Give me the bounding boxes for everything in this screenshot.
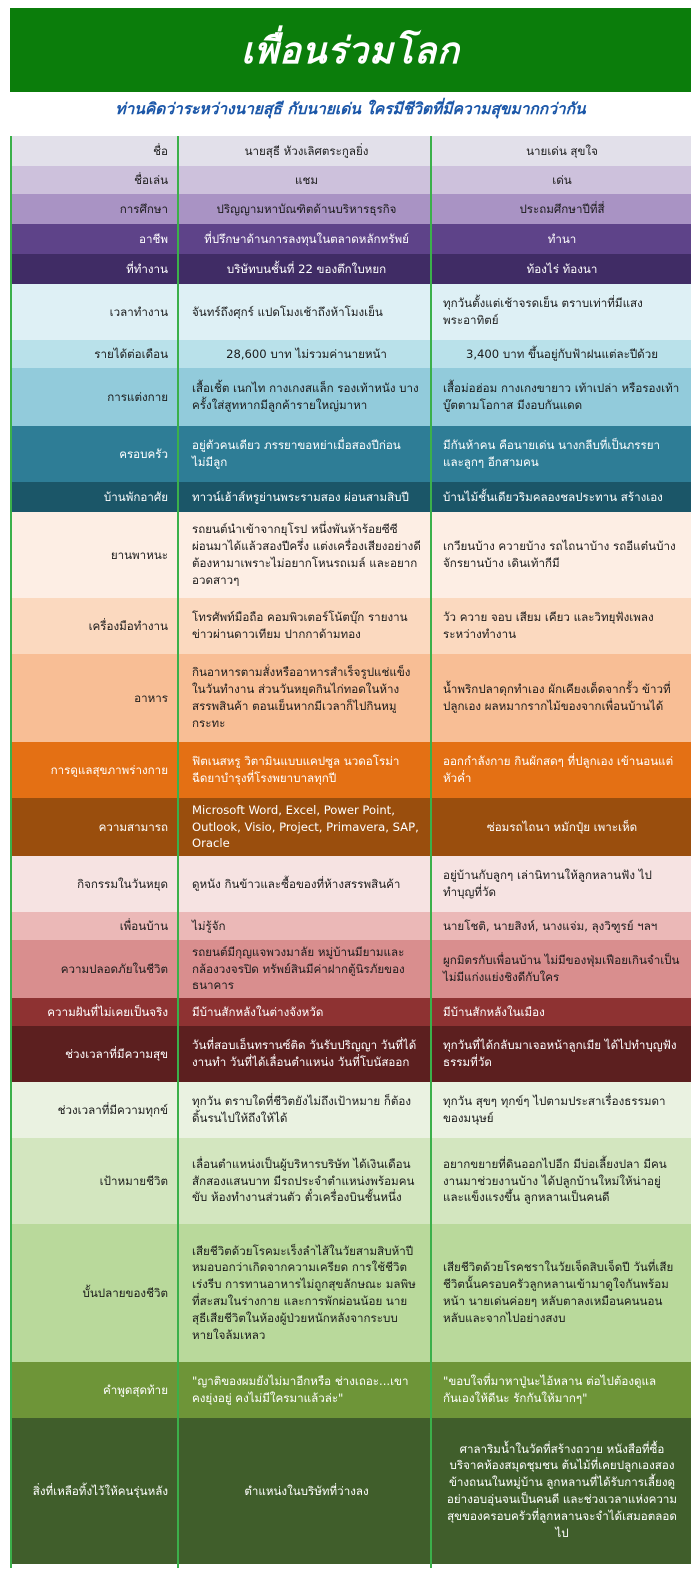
person1-cell: บริษัทบนชั้นที่ 22 ของตึกใบหยก <box>178 254 431 284</box>
row-label: คำพูดสุดท้าย <box>10 1362 178 1418</box>
person1-cell: เสียชีวิตด้วยโรคมะเร็งลำไส้ในวัยสามสิบห้าปี หมอบอกว่าเกิดจากความเครียด การใช้ชีวิตเร่งรีบ การทานอาหารไม่ถูกสุขลักษณะ มลพิษที่สะสมในร่างกาย และการพักผ่อนน้อย นายสุธีเสียชีวิตในห้องผู้ป่วยหนักหลังจากระบบหายใจล้มเหลว <box>178 1224 431 1362</box>
person2-cell: ท้องไร่ ท้องนา <box>431 254 691 284</box>
person1-cell: แชม <box>178 166 431 194</box>
person1-cell: ทาวน์เฮ้าส์หรูย่านพระรามสอง ผ่อนสามสิบปี <box>178 482 431 512</box>
person1-cell: Microsoft Word, Excel, Power Point, Outlook, Visio, Project, Primavera, SAP, Oracle <box>178 798 431 856</box>
page-subtitle: ท่านคิดว่าระหว่างนายสุธี กับนายเด่น ใครมีชีวิตที่มีความสุขมากกว่ากัน <box>115 99 586 118</box>
row-label: ความฝันที่ไม่เคยเป็นจริง <box>10 998 178 1026</box>
person1-cell: ฟิตเนสหรู วิตามินแบบแคปซูล นวดอโรม่า ฉีดยาบำรุงที่โรงพยาบาลทุกปี <box>178 742 431 798</box>
row-label: กิจกรรมในวันหยุด <box>10 856 178 912</box>
row-label: ช่วงเวลาที่มีความทุกข์ <box>10 1082 178 1138</box>
person1-cell: ทุกวัน ตราบใดที่ชีวิตยังไม่ถึงเป้าหมาย ก็ต้องดิ้นรนไปให้ถึงให้ได้ <box>178 1082 431 1138</box>
person2-cell: ทุกวัน สุขๆ ทุกข์ๆ ไปตามประสาเรื่องธรรมดาของมนุษย์ <box>431 1082 691 1138</box>
row-label: อาชีพ <box>10 224 178 254</box>
person1-cell: รถยนต์มีกุญแจพวงมาลัย หมู่บ้านมียามและกล้องวงจรปิด ทรัพย์สินมีค่าฝากตู้นิรภัยของธนาคาร <box>178 940 431 998</box>
row-label: การดูแลสุขภาพร่างกาย <box>10 742 178 798</box>
person1-cell: จันทร์ถึงศุกร์ แปดโมงเช้าถึงห้าโมงเย็น <box>178 284 431 340</box>
person2-cell: "ขอบใจที่มาหาปู่นะไอ้หลาน ต่อไปต้องดูแลกันเองให้ดีนะ รักกันให้มากๆ" <box>431 1362 691 1418</box>
person2-cell: ทุกวันตั้งแต่เช้าจรดเย็น ตราบเท่าที่มีแสงพระอาทิตย์ <box>431 284 691 340</box>
person1-cell: มีบ้านสักหลังในต่างจังหวัด <box>178 998 431 1026</box>
person2-cell: ศาลาริมน้ำในวัดที่สร้างถวาย หนังสือที่ซื้อบริจาคห้องสมุดชุมชน ต้นไม้ที่เคยปลูกเองสองข้างถนนในหมู่บ้าน ลูกหลานที่ได้รับการเลี้ยงดูอย่างอบอุ่นจนเป็นคนดี และช่วงเวลาแห่งความสุขของครอบครัวที่ลูกหลานจะจำได้เสมอตลอดไป <box>431 1418 691 1564</box>
person2-cell: ออกกำลังกาย กินผักสดๆ ที่ปลูกเอง เข้านอนแต่หัวค่ำ <box>431 742 691 798</box>
column-divider-2 <box>430 136 432 1568</box>
row-label: ชื่อ <box>10 136 178 166</box>
page-title: เพื่อนร่วมโลก <box>241 29 460 72</box>
row-label: เป้าหมายชีวิต <box>10 1138 178 1224</box>
title-banner <box>10 8 691 92</box>
person1-cell: ปริญญามหาบัณฑิตด้านบริหารธุรกิจ <box>178 194 431 224</box>
row-label: ครอบครัว <box>10 426 178 482</box>
person1-cell: เสื้อเชิ้ต เนกไท กางเกงสแล็ก รองเท้าหนัง บางครั้งใส่สูทหากมีลูกค้ารายใหญ่มาหา <box>178 368 431 426</box>
person2-cell: อยากขยายที่ดินออกไปอีก มีบ่อเลี้ยงปลา มีคนงานมาช่วยงานบ้าง ได้ปลูกบ้านใหม่ให้น่าอยู่และแข็งแรงขึ้น ลูกหลานเป็นคนดี <box>431 1138 691 1224</box>
person1-cell: ที่ปรึกษาด้านการลงทุนในตลาดหลักทรัพย์ <box>178 224 431 254</box>
comparison-table <box>10 136 691 1568</box>
row-label: เพื่อนบ้าน <box>10 912 178 940</box>
person1-cell: ตำแหน่งในบริษัทที่ว่างลง <box>178 1418 431 1564</box>
person2-cell: ทุกวันที่ได้กลับมาเจอหน้าลูกเมีย ได้ไปทำบุญฟังธรรมที่วัด <box>431 1026 691 1082</box>
person1-cell: กินอาหารตามสั่งหรืออาหารสำเร็จรูปแช่แข็งในวันทำงาน ส่วนวันหยุดกินไก่ทอดในห้างสรรพสินค้า ตอนเย็นหากมีเวลาก็ไปกินหมูกระทะ <box>178 654 431 742</box>
row-label: อาหาร <box>10 654 178 742</box>
person2-cell: ประถมศึกษาปีที่สี่ <box>431 194 691 224</box>
row-label: ความปลอดภัยในชีวิต <box>10 940 178 998</box>
person1-cell: วันที่สอบเอ็นทรานซ์ติด วันรับปริญญา วันที่ได้งานทำ วันที่ได้เลื่อนตำแหน่ง วันที่โบนัสออก <box>178 1026 431 1082</box>
person2-cell: น้ำพริกปลาดุกทำเอง ผักเคียงเด็ดจากรั้ว ข้าวที่ปลูกเอง ผลหมากรากไม้ของจากเพื่อนบ้านได้ <box>431 654 691 742</box>
column-divider-1 <box>177 136 179 1568</box>
row-label: ที่ทำงาน <box>10 254 178 284</box>
person2-cell: วัว ควาย จอบ เสียม เคียว และวิทยุฟังเพลงระหว่างทำงาน <box>431 598 691 654</box>
row-label: เครื่องมือทำงาน <box>10 598 178 654</box>
person2-cell: มีบ้านสักหลังในเมือง <box>431 998 691 1026</box>
person2-cell: เสียชีวิตด้วยโรคชราในวัยเจ็ดสิบเจ็ดปี วันที่เสียชีวิตนั้นครอบครัวลูกหลานเข้ามาดูใจกันพร้อมหน้า นายเด่นค่อยๆ หลับตาลงเหมือนคนนอนหลับและจากไปอย่างสงบ <box>431 1224 691 1362</box>
person2-cell: ซ่อมรถไถนา หมักปุ๋ย เพาะเห็ด <box>431 798 691 856</box>
left-border <box>10 136 12 1568</box>
row-label: ยานพาหนะ <box>10 512 178 598</box>
person2-cell: เกวียนบ้าง ควายบ้าง รถไถนาบ้าง รถอีแต๋นบ้าง จักรยานบ้าง เดินเท้ากีมี <box>431 512 691 598</box>
person2-cell: มีกันห้าคน คือนายเด่น นางกลีบที่เป็นภรรยา และลูกๆ อีกสามคน <box>431 426 691 482</box>
person1-cell: เลื่อนตำแหน่งเป็นผู้บริหารบริษัท ได้เงินเดือนสักสองแสนบาท มีรถประจำตำแหน่งพร้อมคนขับ ห้องทำงานส่วนตัว ตั๋วเครื่องบินชั้นหนึ่ง <box>178 1138 431 1224</box>
row-label: บ้านพักอาศัย <box>10 482 178 512</box>
row-label: ความสามารถ <box>10 798 178 856</box>
row-label: ชื่อเล่น <box>10 166 178 194</box>
person1-cell: ดูหนัง กินข้าวและซื้อของที่ห้างสรรพสินค้า <box>178 856 431 912</box>
row-label: ช่วงเวลาที่มีความสุข <box>10 1026 178 1082</box>
person1-cell: ไม่รู้จัก <box>178 912 431 940</box>
person2-cell: อยู่บ้านกับลูกๆ เล่านิทานให้ลูกหลานฟัง ไปทำบุญที่วัด <box>431 856 691 912</box>
person2-cell: ทำนา <box>431 224 691 254</box>
row-label: รายได้ต่อเดือน <box>10 340 178 368</box>
row-label: เวลาทำงาน <box>10 284 178 340</box>
person2-cell: 3,400 บาท ขึ้นอยู่กับฟ้าฝนแต่ละปีด้วย <box>431 340 691 368</box>
row-label: การศึกษา <box>10 194 178 224</box>
person1-cell: นายสุธี หัวงเลิศตระกูลยิ่ง <box>178 136 431 166</box>
person2-cell: เด่น <box>431 166 691 194</box>
person2-cell: เสื้อม่อฮ่อม กางเกงขายาว เท้าเปล่า หรือรองเท้าบู๊ตตามโอกาส มีงอบกันแดด <box>431 368 691 426</box>
person2-cell: บ้านไม้ชั้นเดียวริมคลองชลประทาน สร้างเอง <box>431 482 691 512</box>
person1-cell: "ญาติของผมยังไม่มาอีกหรือ ช่างเถอะ...เขาคงยุ่งอยู่ คงไม่มีใครมาแล้วล่ะ" <box>178 1362 431 1418</box>
row-label: สิ่งที่เหลือทิ้งไว้ให้คนรุ่นหลัง <box>10 1418 178 1564</box>
person1-cell: 28,600 บาท ไม่รวมค่านายหน้า <box>178 340 431 368</box>
person1-cell: รถยนต์นำเข้าจากยุโรป หนึ่งพันห้าร้อยซีซี ผ่อนมาได้แล้วสองปีครึ่ง แต่งเครื่องเสียงอย่างดี ต้องหามาเพราะไม่อยากโหนรถเมล์ และอยากอวดสาวๆ <box>178 512 431 598</box>
person1-cell: โทรศัพท์มือถือ คอมพิวเตอร์โน้ตบุ๊ก รายงานข่าวผ่านดาวเทียม ปากกาด้ามทอง <box>178 598 431 654</box>
person2-cell: ผูกมิตรกับเพื่อนบ้าน ไม่มีของฟุ่มเฟือยเกินจำเป็น ไม่มีแก่งแย่งชิงดีกับใคร <box>431 940 691 998</box>
person2-cell: นายโชติ, นายสิงห์, นางแจ่ม, ลุงวิฑูรย์ ฯลฯ <box>431 912 691 940</box>
row-label: บั้นปลายของชีวิต <box>10 1224 178 1362</box>
person1-cell: อยู่ตัวคนเดียว ภรรยาขอหย่าเมื่อสองปีก่อน ไม่มีลูก <box>178 426 431 482</box>
person2-cell: นายเด่น สุขใจ <box>431 136 691 166</box>
row-label: การแต่งกาย <box>10 368 178 426</box>
